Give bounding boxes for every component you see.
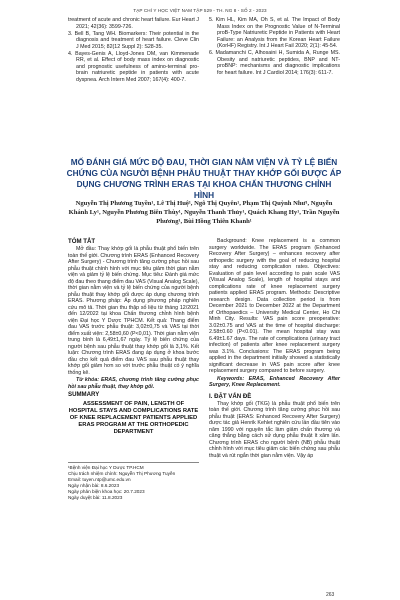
reference-item: 4. Bayes-Genis A, Lloyd-Jones DM, van Kimmenade RR, et al. Effect of body mass index on diagnostic and prognostic usefulness of amino-terminal pro-brain natriuretic peptide in patients with acute dyspnea. Arch Intern Med 2007; 167(4): 400-7. (68, 50, 199, 83)
summary-heading: SUMMARY (68, 391, 100, 398)
references-left (68, 17, 199, 84)
summary-text: Background: Knee replacement is a common surgery worldwide. The ERAS program (Enhanced Recovery After Surgery) – enhances recovery after orthopedic surgery with the goal of reducing hospital stay and reducing complication rates. Objectives: Evaluation of pain level according to pain scale VAS (Visual Analog Scale), length of hospital stays and complications rate of knee replacement surgery patients applied ERAS program. Methods: Descriptive research design. Data collection period is from December 2021 to December 2022 at the Department of Orthopaedics – University Medical Center, Ho Chi Minh City. Results: VAS pain score preoperative: 3.02±0.75 and VAS at the time of hospital discharge: 2.58±0.60 (P<0.01). The mean hospital stay was 6.49±1.67 days. The rate of complications (urinary tract infection) of patients after knee replacement surgery was 3.1%. Conclusions: The ERAS program being applied in the department initially showed a statistically significant decrease in VAS pain score after knee replacement surgery compared to before surgery. (209, 238, 340, 374)
abstract-text: Mở đầu: Thay khớp gối là phẫu thuật phổ biến trên toàn thế giới. Chương trình ERAS (Enhanced Recovery After Surgery) - Chương trình tăng cường phục hồi sau phẫu thuật chính hình với mục tiêu giảm thời gian nằm viện và giảm tỷ lệ biến chứng. Mục tiêu: Đánh giá mức độ đau theo thang điểm đau VAS (Visual Analog Scale), thời gian nằm viện và tỷ lệ biến chứng của người bệnh phẫu thuật thay khớp gối được áp dụng chương trình ERAS. Phương pháp: Áp dụng phương pháp nghiên cứu mô tả. Thời gian thu thập số liệu từ tháng 12/2021 đến 12/2022 tại khoa Chấn thương chỉnh hình bệnh viện Đại học Y Dược TPHCM. Kết quả: Thang điểm đau VAS trước phẫu thuật: 3,02±0,75 và VAS tại thời điểm xuất viện: 2,58±0,60 (P<0,01). Thời gian nằm viện trung bình là 6,49±1,67 ngày. Tỷ lệ biến chứng của người bệnh sau phẫu thuật thay khớp gối là 3,1%. Kết luận: Chương trình ERAS đang áp dụng ở khoa bước đầu cho kết quả điểm đau VAS sau phẫu thuật thay khớp gối giảm hơn so với trước phẫu thuật có ý nghĩa thống kê. (68, 246, 199, 376)
intro-text: Thay khớp gối (TKG) là phẫu thuật phổ biến trên toàn thế giới. Chương trình tăng cường phục hồi sau phẫu thuật (ERAS: Enhanced Recovery After Surgery) được tác giả Henrik Kehlet nghiên cứu lần đầu tiên vào năm 1990 với nguyên tắc làm giảm chấn thương và căng thẳng bằng cách sử dụng phẫu thuật ít xâm lấn. Chương trình ERAS cho người bệnh (NB) phẫu thuật chỉnh hình với mục tiêu giảm các biến chứng sau phẫu thuật và rút ngắn thời gian nằm viện. Vậy áp (209, 400, 340, 459)
article-title: MỐ ĐÁNH GIÁ MỨC ĐỘ ĐAU, THỜI GIAN NẰM VIỆN VÀ TỶ LỆ BIẾN CHỨNG CỦA NGƯỜI BỆNH PHẪU THUẬT THAY KHỚP GỐI ĐƯỢC ÁP DỤNG CHƯƠNG TRÌNH ERAS TẠI KHOA CHẤN THƯƠNG CHỈNH HÌNH (66, 157, 342, 200)
footnote-accepted: Ngày duyệt bài: 11.8.2023 (68, 495, 123, 500)
page-number: 263 (326, 592, 335, 598)
footnote-affiliation: ¹Bệnh viện Đại học Y Dược TP.HCM (68, 465, 144, 470)
reference-item: 3. Bell B, Tang WH. Biomarkers: Their potential in the diagnosis and treatment of heart failure. Cleve Clin J Med 2015; 82(12 Suppl 2): S28-35. (68, 30, 199, 50)
summary-title: ASSESSMENT OF PAIN, LENGTH OF HOSPITAL STAYS AND COMPLICATIONS RATE OF KNEE REPLACEMENT PATIENTS APPLIED ERAS PROGRAM AT THE ORTHOPEDIC DEPARTMENT (68, 401, 199, 436)
intro-heading: I. ĐẶT VẤN ĐỀ (209, 392, 252, 400)
author-list: Nguyễn Thị Phương Tuyền¹, Lê Thị Huệ¹, Ngô Thị Quyên¹, Phạm Thị Quỳnh Như¹, Nguyễn Khánh Ly¹, Nguyễn Phương Biên Thùy¹, Nguyễn Thanh Thủy¹, Quách Khang Hy¹, Trần Nguyễn Phương¹, Bùi Hồng Thiên Khanh¹ (68, 200, 340, 226)
left-column (68, 238, 199, 436)
footnote-email: Email: tuyen.ntp@umc.edu.vn (68, 477, 131, 482)
summary-keywords: Keywords: ERAS, Enhanced Recovery After Surgery, Knee Replacement. (209, 375, 340, 388)
right-column (209, 238, 340, 460)
footnote-received: Ngày nhận bài: 8.6.2023 (68, 483, 120, 488)
abstract-keywords: Từ khóa: ERAS, chương trình tăng cường phục hồi sau phẫu thuật, thay khớp gối. (68, 377, 199, 390)
footnote (68, 462, 199, 501)
footnote-corresponding: Chịu trách nhiệm chính: Nguyễn Thị Phương Tuyền (68, 471, 176, 476)
journal-header: TẠP CHÍ Y HỌC VIỆT NAM TẬP 529 - TH. NG 8 - SỐ 2 - 2023 (133, 8, 267, 13)
reference-item: 5. Kim HL, Kim MA, Oh S, et al. The Impact of Body Mass Index on the Prognostic Value of N-Terminal proB-Type Natriuretic Peptide in Patients with Heart Failure: an Analysis from the Korean Heart Failure (KorHF) Registry. Int J Heart Fail 2020; 2(1): 45-54. (209, 17, 340, 49)
references-right (209, 17, 340, 77)
footnote-reviewed: Ngày phản biện khoa học: 20.7.2023 (68, 489, 145, 494)
reference-item: treatment of acute and chronic heart failure. Eur Heart J 2021; 42(36): 3599-726. (68, 17, 199, 30)
reference-item: 6. Madamanchi C, Alhosaini H, Sumida A, Runge MS. Obesity and natriuretic peptides, BNP and NT-proBNP: mechanisms and diagnostic implications for heart failure. Int J Cardiol 2014; 176(3): 611-7. (209, 50, 340, 76)
abstract-heading: TÓM TẮT (68, 238, 96, 245)
